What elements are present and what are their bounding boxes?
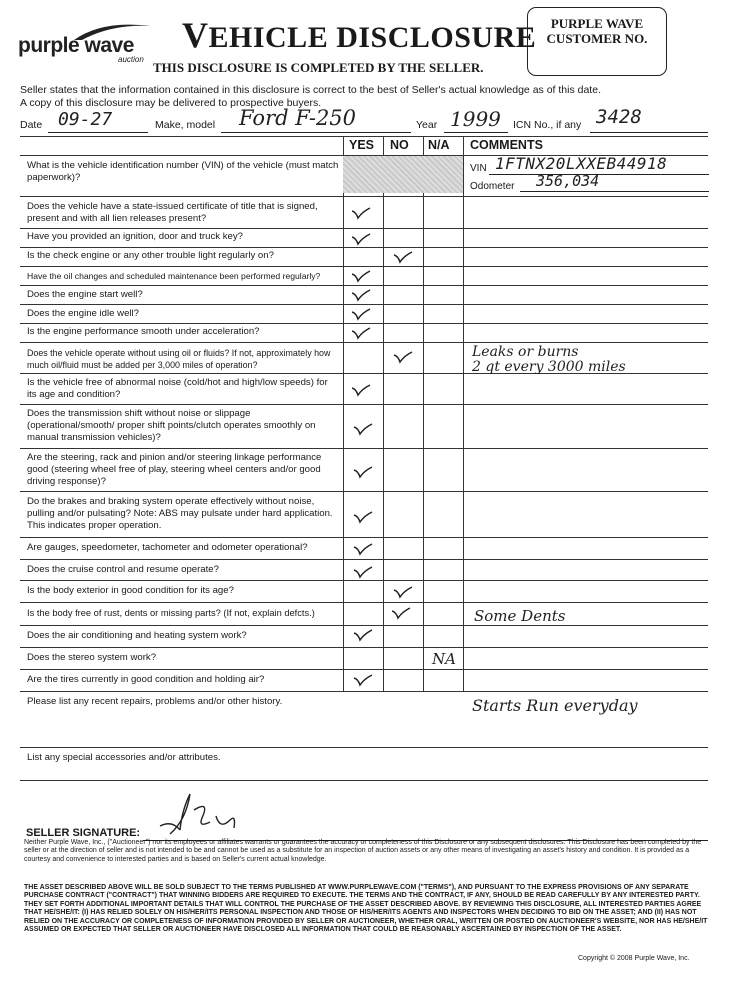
- col-divider-comments: [463, 136, 464, 691]
- col-header-no: NO: [390, 138, 409, 152]
- row-divider: [20, 404, 708, 405]
- question-tires: Are the tires currently in good condition and holding air?: [27, 674, 265, 685]
- row-divider: [20, 342, 708, 343]
- check-mark-icon[interactable]: [350, 269, 372, 283]
- check-mark-icon[interactable]: [350, 383, 372, 397]
- question-oil-changes: Have the oil changes and scheduled maintenance been performed regularly?: [27, 271, 321, 281]
- row-divider: [20, 780, 708, 781]
- check-mark-icon[interactable]: [350, 206, 372, 220]
- row-divider: [20, 491, 708, 492]
- row-divider: [20, 247, 708, 248]
- col-divider-yes: [343, 136, 344, 691]
- question-check-engine: Is the check engine or any other trouble light regularly on?: [27, 250, 274, 261]
- row-divider: [20, 228, 708, 229]
- question-air-conditioning: Does the air conditioning and heating system work?: [27, 630, 247, 641]
- page-title: VEHICLE DISCLOSURE: [182, 15, 537, 55]
- check-mark-icon[interactable]: [352, 465, 374, 479]
- question-engine-performance: Is the engine performance smooth under acceleration?: [27, 326, 260, 337]
- row-divider: [20, 580, 708, 581]
- odometer-label: Odometer: [470, 181, 515, 192]
- disclaimer-text: Neither Purple Wave, Inc., ("Auctioneer") nor its employees or affiliates warrants or guarantees the accuracy or completeness of this Disclosure or any subsequent disclosures. This Disclosure has been completed by the seller or at the direction of seller and is not intended to be and cannot be used as a substitute for an inspection of auction assets or any other means of investigating an asset's history and condition. It is provided as a courtesy and convenience to interested parties and is based on Seller's current actual knowledge.: [24, 839, 702, 863]
- logo-text: purple wave: [18, 34, 134, 57]
- check-mark-icon[interactable]: [352, 542, 374, 556]
- row-divider: [20, 691, 708, 692]
- seller-signature-label: SELLER SIGNATURE:: [26, 827, 141, 839]
- question-engine-start: Does the engine start well?: [27, 289, 143, 300]
- row-divider: [20, 747, 708, 748]
- icn-label: ICN No., if any: [513, 119, 582, 131]
- question-steering: Are the steering, rack and pinion and/or steering linkage performance good (steering wheel free of play, steering wheel centers and/or good driving response)?: [27, 452, 322, 487]
- col-divider-no: [383, 136, 384, 691]
- check-mark-icon[interactable]: [352, 628, 374, 642]
- row-divider: [20, 323, 708, 324]
- vin-shaded-cell: [343, 156, 463, 193]
- row-divider: [20, 285, 708, 286]
- row-divider: [20, 304, 708, 305]
- check-mark-icon[interactable]: [392, 250, 414, 264]
- make-label: Make, model: [155, 119, 216, 131]
- customer-box-line-1: PURPLE WAVE: [550, 16, 644, 31]
- make-model-field[interactable]: [221, 106, 411, 133]
- check-mark-icon[interactable]: [390, 606, 412, 620]
- table-top-border: [20, 136, 708, 137]
- row-divider: [20, 559, 708, 560]
- terms-text: THE ASSET DESCRIBED ABOVE WILL BE SOLD SUBJECT TO THE TERMS PUBLISHED AT WWW.PURPLEWAVE.COM ("TERMS"), AND PURSUANT TO THE EXPRESS PROVISIONS OF ANY SEPARATE PURCHASE CONTRACT ("CONTRACT") THAT WINNING BIDDERS ARE REQUIRED TO EXECUTE. THE TERMS AND THE CONTRACT, IF ANY, SHOULD BE READ CAREFULLY BY ANY INTERESTED PARTY. THEY SET FORTH ADDITIONAL IMPORTANT DETAILS THAT WILL CONTROL THE PURCHASE OF THE ASSET DESCRIBED ABOVE. BY REVIEWING THIS DISCLOSURE, ALL INTERESTED PARTIES AGREE THAT HE/SHE/IT: (I) HAS RELIED SOLELY ON HIS/HER/ITS PERSONAL INSPECTION AND THOSE OF HIS/HER/ITS AGENTS AND INSPECTORS WHEN DECIDING TO BID ON THE ASSET; AND (II) HAS NOT RELIED ON THE ACCURACY OR COMPLETENESS OF INFORMATION PROVIDED BY SELLER OR AUCTIONEER, WHETHER ORAL, WRITTEN OR POSTED ON AUCTIONEER'S WEBSITE, NOR HAS HE/SHE/IT ASSUMED OR EXPECTED THAT SELLER OR AUCTIONEER HAVE DISCLOSED ALL INFORMATION THAT COULD BE REASONABLY ASCERTAINED BY INSPECTION OF THE ASSET.: [24, 884, 708, 934]
- odometer-field[interactable]: [520, 172, 709, 192]
- vin-label: VIN: [470, 163, 487, 174]
- question-oil-fluids: Does the vehicle operate without using oil or fluids? If not, approximately how much oil/fluid must be added per 3,000 miles of operation?: [27, 348, 331, 370]
- question-repairs-history: Please list any recent repairs, problems and/or other history.: [27, 696, 283, 707]
- icn-field[interactable]: [590, 106, 708, 133]
- check-mark-icon[interactable]: [392, 585, 414, 599]
- question-title: Does the vehicle have a state-issued certificate of title that is signed, present and with all lien releases present?: [27, 201, 318, 224]
- page-subtitle: THIS DISCLOSURE IS COMPLETED BY THE SELLER.: [153, 60, 484, 75]
- question-stereo: Does the stereo system work?: [27, 652, 157, 663]
- date-field[interactable]: [48, 109, 148, 133]
- check-mark-icon[interactable]: [350, 232, 372, 246]
- question-transmission: Does the transmission shift without noise or slippage (operational/smooth/ proper shift points/clutch operates smoothly on manual transmission vehicles)?: [27, 408, 316, 443]
- col-header-yes: YES: [349, 138, 375, 152]
- make-value: Ford F-250: [239, 106, 357, 130]
- col-header-na: N/A: [428, 138, 450, 152]
- question-accessories: List any special accessories and/or attributes.: [27, 752, 221, 763]
- signature-scribble-icon: [150, 790, 260, 838]
- check-mark-icon[interactable]: [350, 326, 372, 340]
- year-label: Year: [416, 119, 438, 131]
- rust-comment: Some Dents: [474, 607, 566, 625]
- question-rust-dents: Is the body free of rust, dents or missing parts? (If not, explain defcts.): [27, 608, 315, 618]
- year-field[interactable]: [444, 107, 508, 133]
- row-divider: [20, 196, 708, 197]
- purple-wave-logo: [14, 18, 149, 64]
- oil-comment-line-2: 2 qt every 3000 miles: [472, 359, 626, 375]
- row-divider: [20, 647, 708, 648]
- date-label: Date: [20, 119, 43, 131]
- col-divider-na: [423, 136, 424, 691]
- row-divider: [20, 537, 708, 538]
- row-divider: [20, 266, 708, 267]
- row-divider: [20, 448, 708, 449]
- customer-box-line-2: CUSTOMER NO.: [546, 31, 648, 46]
- history-comment: Starts Run everyday: [472, 696, 638, 715]
- stereo-na-mark: NA: [432, 650, 456, 668]
- check-mark-icon[interactable]: [352, 673, 374, 687]
- check-mark-icon[interactable]: [350, 288, 372, 302]
- question-keys: Have you provided an ignition, door and truck key?: [27, 231, 243, 242]
- row-divider: [20, 602, 708, 603]
- check-mark-icon[interactable]: [350, 307, 372, 321]
- question-gauges: Are gauges, speedometer, tachometer and odometer operational?: [27, 542, 308, 553]
- oil-comment-line-1: Leaks or burns: [472, 344, 579, 360]
- copyright: Copyright © 2008 Purple Wave, Inc.: [578, 955, 690, 962]
- customer-number-box[interactable]: [527, 7, 667, 76]
- logo-sub: auction: [118, 55, 144, 64]
- icn-value: 3428: [596, 106, 642, 128]
- question-cruise-control: Does the cruise control and resume operate?: [27, 564, 219, 575]
- question-body-exterior: Is the body exterior in good condition for its age?: [27, 585, 234, 596]
- check-mark-icon[interactable]: [352, 510, 374, 524]
- question-vin: What is the vehicle identification number (VIN) of the vehicle (must match paperwork)?: [27, 160, 339, 183]
- col-header-comments: COMMENTS: [470, 138, 543, 152]
- question-noise: Is the vehicle free of abnormal noise (cold/hot and high/low speeds) for its age and condition?: [27, 377, 328, 400]
- check-mark-icon[interactable]: [392, 350, 414, 364]
- row-divider: [20, 669, 708, 670]
- vin-value: 1FTNX20LXXEB44918: [495, 154, 668, 173]
- question-engine-idle: Does the engine idle well?: [27, 308, 140, 319]
- date-value: 09-27: [58, 109, 113, 130]
- odometer-value: 356,034: [536, 172, 600, 190]
- statement-line-1: Seller states that the information contained in this disclosure is correct to the best of Seller's actual knowledge as of this date.: [20, 84, 601, 96]
- row-divider: [20, 625, 708, 626]
- question-brakes: Do the brakes and braking system operate effectively without noise, pulling and/or pulsating? Note: ABS may pulsate under hard application. This indicates proper operation.: [27, 496, 333, 531]
- check-mark-icon[interactable]: [352, 565, 374, 579]
- check-mark-icon[interactable]: [352, 422, 374, 436]
- statement-line-2: A copy of this disclosure may be delivered to prospective buyers.: [20, 97, 322, 109]
- year-value: 1999: [450, 107, 501, 131]
